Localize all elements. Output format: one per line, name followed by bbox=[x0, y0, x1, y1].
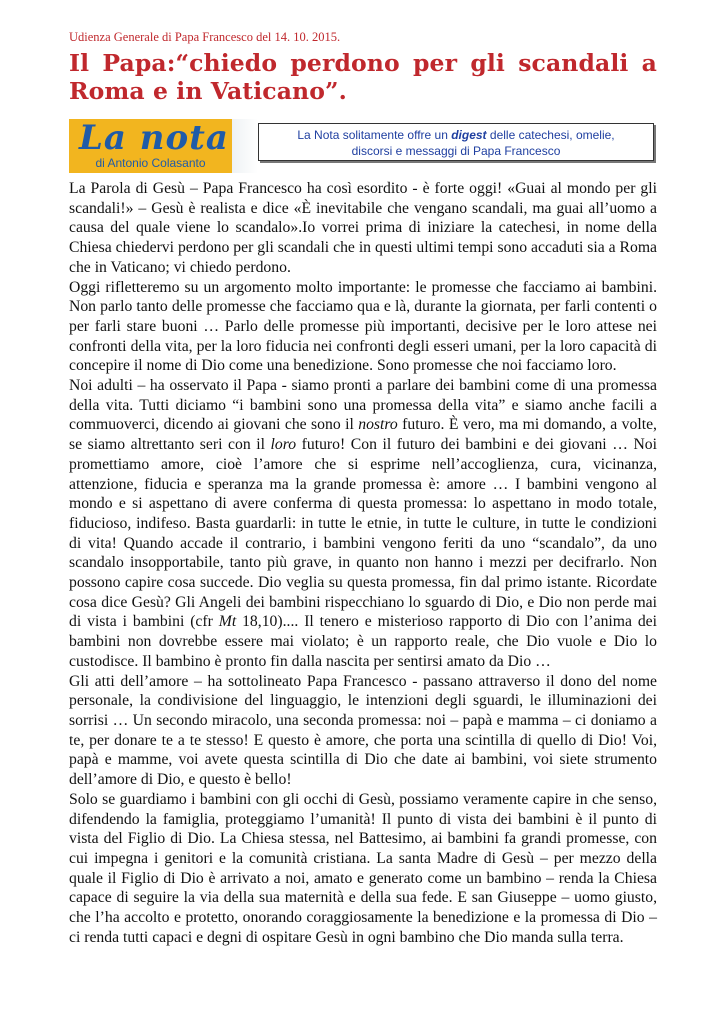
emphasis-nostro: nostro bbox=[358, 416, 398, 434]
paragraph-2: Oggi rifletteremo su un argomento molto importante: le promesse che facciamo ai bambini. Non parlo tanto delle promesse che facciamo qua e là, durante la giornata, per farli contenti o per farli stare buoni … Parlo delle promesse più importanti, decisive per le loro attese nei confronti della vita, per la loro fiducia nei confronti degli esseri umani, per la loro capacità di concepire il nome di Dio come una benedizione. Sono promesse che noi facciamo loro. bbox=[69, 278, 657, 375]
paragraph-4: Gli atti dell’amore – ha sottolineato Papa Francesco - passano attraverso il dono del nome personale, la condivisione del linguaggio, le intenzioni degli sguardi, le illuminazioni dei sorrisi … Un secondo miracolo, una seconda promessa: noi – papà e mamma – ci doniamo a te, per donare te a te stesso! E questo è amore, che porta una scintilla di quello di Dio! Voi, papà e mamme, voi avete questa scintilla di Dio che date ai bambini, voi siete strumento dell’amore di Dio, e questo è bello! bbox=[69, 672, 657, 789]
audience-date-line: Udienza Generale di Papa Francesco del 14. 10. 2015. bbox=[69, 30, 341, 44]
column-banner bbox=[69, 119, 657, 173]
article-body bbox=[69, 179, 657, 947]
paragraph-3-part-e: futuro! Con il futuro dei bambini e dei giovani … Noi promettiamo amore, cioè l’amore che si esprime nell’accoglienza, cura, vicinanza, attenzione, fiducia e speranza ma la grande promessa è: amore … I bambini vengono al mondo e si aspettano di avere conferma di questa promessa: lo aspettano in modo totale, fiducioso, indifeso. Basta guardarli: in tutte le etnie, in tutte le culture, in tutte le condizioni di vita! Quando accade il contrario, i bambini vengono feriti da uno “scandalo”, da uno scandalo insopportabile, tanto più grave, in quanto non hanno i mezzi per decifrarlo. Non possono capire cosa succede. Dio veglia su questa promessa, fin dal primo istante. Ricordate cosa dice Gesù? Gli Angeli dei bambini rispecchiano lo sguardo di Dio, e Dio non perde mai di vista i bambini (cfr bbox=[69, 436, 657, 631]
paragraph-1: La Parola di Gesù – Papa Francesco ha così esordito - è forte oggi! «Guai al mondo per gli scandali!» – Gesù è realista e dice «È inevitabile che vengano scandali, ma guai all’uomo a causa del quale viene lo scandalo».Io vorrei prima di iniziare la catechesi, in nome della Chiesa chiedervi perdono per gli scandali che in questi ultimi tempi sono accaduti sia a Roma che in Vaticano; vi chiedo perdono. bbox=[69, 180, 657, 276]
paragraph-3 bbox=[69, 376, 657, 672]
paragraph-3-part-a: Noi adulti – ha osservato il Papa - siamo pronti a parlare dei bambini come di una promessa della vita. Tutti diciamo “i bambini sono una promessa della vita” e siamo anche facili a commuoverci, dicendo ai giovani che sono il bbox=[69, 377, 657, 434]
paragraph-5: Solo se guardiamo i bambini con gli occhi di Gesù, possiamo veramente capire in che senso, difendendo la famiglia, proteggiamo l’umanità! Il punto di vista dei bambini è il punto di vista del Figlio di Dio. La Chiesa stessa, nel Battesimo, ai bambini fa grandi promesse, con cui impegna i genitori e la comunità cristiana. La santa Madre di Gesù – per mezzo della quale il Figlio di Dio è arrivato a noi, amato e generato come un bambino – renda la Chiesa capace di seguire la via della sua maternità e della sua fede. E san Giuseppe – uomo giusto, che l’ha accolto e protetto, onorando coraggiosamente la benedizione e la promessa di Dio – ci renda tutti capaci e degni di ospitare Gesù in ogni bambino che Dio manda sulla terra. bbox=[69, 790, 657, 946]
la-nota-logo bbox=[69, 119, 232, 173]
article-title-line-2: Roma e in Vaticano”. bbox=[69, 77, 347, 105]
info-digest-emphasis: digest bbox=[451, 128, 487, 142]
paragraph-3-part-c: futuro. È vero, ma mi domando, a volte, se siamo altrettanto seri con il bbox=[69, 416, 657, 454]
document-page bbox=[69, 30, 657, 947]
info-text-end: delle catechesi, omelie, bbox=[486, 128, 615, 142]
article-title bbox=[69, 49, 657, 105]
logo-author-text: di Antonio Colasanto bbox=[95, 156, 206, 170]
logo-script-text: La nota bbox=[79, 119, 229, 158]
info-text-start: La Nota solitamente offre un bbox=[297, 128, 452, 142]
paragraph-3-part-g: 18,10).... Il tenero e misterioso rapporto di Dio con l’anima dei bambini non dovrebbe essere mai violato; è un rapporto reale, che Dio vuole e Dio lo custodisce. Il bambino è pronto fin dalla nascita per sentirsi amato da Dio … bbox=[69, 613, 657, 670]
article-title-line-1: Il Papa:“chiedo perdono per gli scandali a bbox=[69, 49, 657, 77]
citation-mt: Mt bbox=[218, 613, 237, 631]
banner-gradient-strip bbox=[232, 119, 258, 173]
emphasis-loro: loro bbox=[270, 436, 297, 454]
digest-info-box bbox=[258, 123, 654, 161]
info-text-line-2: discorsi e messaggi di Papa Francesco bbox=[351, 144, 561, 158]
